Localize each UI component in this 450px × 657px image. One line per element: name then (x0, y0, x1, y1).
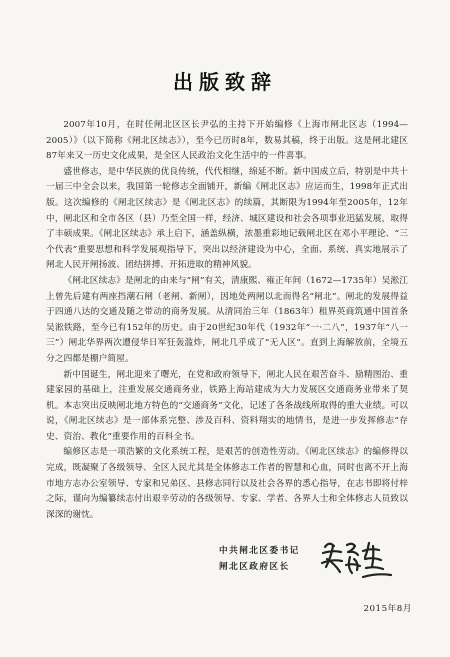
paragraph-2: 盛世修志，是中华民族的优良传统，代代相继，绵延不断。新中国成立后，特别是中共十一届三中全会以来，我国第一轮修志全面铺开，新编《闸北区志》应运而生，1998年正式出版。这次编修的《闸北区续志》是《闸北区志》的续篇，其断限为1994年至2005年，12年中，闸北区和全市各区（县）乃至全国一样，经济、城区建设和社会各项事业迅猛发展，取得了丰硕成果。《闸北区续志》承上启下，涵盖纵横，浓墨重彩地记载闸北区在邓小平理论、“三个代表”重要思想和科学发展观指导下，突出以经济建设为中心，全面、系统、真实地展示了闸北人民开闸扬波、团结拼搏、开拓进取的精神风貌。 (46, 166, 408, 271)
paragraph-1: 2007年10月，在时任闸北区区长尹弘的主持下开始编修《上海市闸北区志（1994—2005）》（以下简称《闸北区续志》），至今已历时8年，数易其稿，终于出版。这是闸北建区87年来又一历史文化成果，是全区人民政治文化生活中的一件喜事。 (46, 120, 408, 162)
date-text: 2015年8月 (363, 604, 412, 614)
page-title: 出版致辞 (173, 70, 277, 94)
signer-title-party: 中共闸北区委书记 (219, 546, 300, 556)
paragraph-4: 新中国诞生，闸北迎来了曙光，在党和政府领导下，闸北人民在艰苦奋斗、励精图治、重建家园的基础上，注重发展交通商务业，铁路上海站建成为大力发展区交通商务业带来了契机。本志突出反映闸北地方特色的“交通商务”文化，记述了各条战线所取得的重大业绩。可以说，《闸北区续志》是一部体系完整、涉及百科、资料翔实的地情书，是进一步发挥修志“存史、资治、教化”重要作用的百科全书。 (46, 369, 408, 442)
paragraph-3: 《闸北区续志》是闸北的由来与“闸”有关，清康熙、雍正年间（1672—1735年）吴淞江上曾先后建有两座挡潮石闸（老闸、新闸），因地处两闸以北而得名“闸北”。闸北的发展得益于四通八达的交通及随之带动的商务发展。从清同治三年（1863年）租界英商筑通中国首条吴淞铁路，至今已有152年的历史。由于20世纪30年代（1932年“一·二八”，1937年“八一三”）闸北华界两次遭侵华日军狂轰滥炸，闸北几乎成了“无人区”。直到上海解放前，全境五分之四都是棚户简屋。 (46, 275, 408, 364)
paragraph-5: 编修区志是一项浩繁的文化系统工程，是艰苦的创造性劳动。《闸北区续志》的编修得以完成，既凝聚了各级领导、全区人民尤其是全体修志工作者的智慧和心血，同时也离不开上海市地方志办公室领导、专家和兄弟区、县修志同行以及社会各界的悉心指导，在志书即将付梓之际，谨向为编纂续志付出艰辛劳动的各级领导、专家、学者、各界人士和全体修志人员致以深深的谢忱。 (46, 447, 408, 520)
signature-block (219, 543, 419, 593)
body-text (46, 118, 408, 523)
handwritten-signature (319, 537, 395, 581)
signer-title-government: 闸北区政府区长 (219, 562, 290, 572)
